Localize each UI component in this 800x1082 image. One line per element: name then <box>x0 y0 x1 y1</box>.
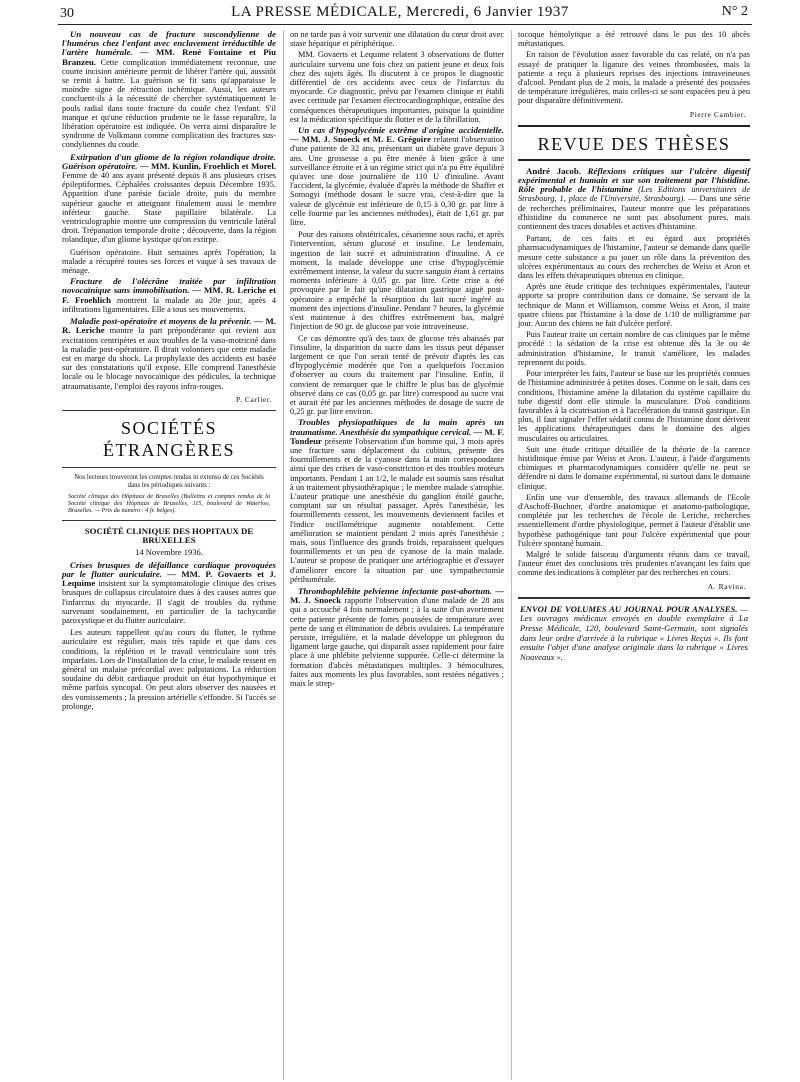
paragraph: Après une étude critique des techniques expérimentales, l'auteur apporte sa propre contribution dans ce domaine. Se servant de la technique de Mann et Williamson, comme Weiss et Aron, il traite quatre chiens par l'histamine à la dose de 1/10 de milligramme par jour. Aucun des chiens ne fait d'ulcère perforé. <box>518 282 750 329</box>
paragraph: Ce cas démontre qu'à des taux de glucose très abaissés par l'insuline, la disparition du sucre dans les tissus peut dépasser largement ce que l'on serait tenté de prévoir d'après les cas d'hypoglycémie modérée que l'on a quelquefois l'occasion d'observer au cours du traitement par l'insuline. Enfin, il convient de remarquer que le chiffre le plus bas de glycémie observé dans ce cas (0,05 gr. par litre) correspond au sucre vrai et aurait été par les anciennes méthodes de dosage de sucre de 0,25 gr. par litre environ. <box>290 333 504 417</box>
section-note: Nos lecteurs trouveront les comptes rendus in extenso de ces Sociétés dans les périodiques suivants : <box>74 473 264 489</box>
paragraph: Enfin une vue d'ensemble, des travaux allemands de l'Ecole d'Aschoff-Buchner, d'ordre anatomique et anatomo-pathologique, complétée par les recherches de l'école de Leriche, recherches essentiellement d'ordre physiologique, permet à l'auteur d'établir une hypothèse pathogénique tant pour l'ulcère expérimental que pour l'ulcère spontané humain. <box>518 492 750 548</box>
column-divider <box>283 30 284 1080</box>
paragraph: Suit une étude critique détaillée de la théorie de la carence histidinique émise par Weiss et Aron. L'auteur, à l'aide d'arguments chimiques et pharmacodynamiques considère qu'elle ne peut se défendre ni dans le domaine expérimental, ni surtout dans le domaine clinique. <box>518 444 750 491</box>
paragraph: Les auteurs rappellent qu'au cours du flutter, le rythme auriculaire est régulier, mais très rapide et que dans ces conditions, la réplétion et le travail ventriculaire sont très imparfaits. Lors de l'installation de la crise, le malade ressent en général un malaise précordial avec palpitations. La réduction soudaine du débit cardiaque produit un état hypothymique et même parfois syncopal. On peut alors observer des nausées et des vomissements ; la pression artérielle s'effondre. Si l'accès se prolonge, <box>62 628 276 711</box>
paragraph: Puis l'auteur traite un certain nombre de cas cliniques par le même procédé : la sédation de la crise est obtenue dès la 3e ou 4e administration d'histamine, le transit s'améliore, les malades reprennent du poids. <box>518 330 750 367</box>
separator <box>62 410 276 411</box>
signature: P. Carlier. <box>236 394 272 404</box>
article: André Jacob. Réflexions critiques sur l'ulcère digestif expérimental et humain et sur son traitement par l'histidine. Rôle probable de l'histamine (Les Editions universitaires de Strasbourg, 1, place de l'Université, Strasbourg). — Dans une série de recherches préliminaires, l'auteur montre que les préparations d'histidine du commerce ne sont pas absolument pures, mais contiennent des traces dosables et actives d'histamine. <box>518 165 751 232</box>
signature: Pierre Cambier. <box>689 109 746 119</box>
article: Extirpation d'un gliome de la région rolandique droite. Guérison opératoire. — MM. Kunlin, Froehlich et Morel. Femme de 40 ans ayant présenté depuis 8 ans plusieurs crises épileptiformes. Céphalées croissantes depuis Décembre 1935. Apparition d'une parésie faciale droite, puis du membre supérieur gauche et atteignant finalement aussi le membre inférieur gauche. Stase papillaire bilatérale. La ventriculographie montre une compression du ventricule latéral droit. Trépanation temporale droite ; découverte, dans la région rolandique, d'un gliome kystique qu'on extirpe. <box>62 151 276 245</box>
article: Crises brusques de défaillance cardiaque provoquées par le flutter auriculaire. — MM. P. Govaerts et J. Lequime insistent sur la symptomatologie clinique des crises brusques de collapsus circulatoire dues à des causes autres que l'infarctus du myocarde. Il s'agit de troubles du rythme survenant soudainement, en particulier de la tachycardie paroxystique et du flutter auriculaire. <box>62 559 276 625</box>
society-title: SOCIÉTÉ CLINIQUE DES HOPITAUX DE BRUXELLES <box>84 526 254 546</box>
notice: ENVOI DE VOLUMES AU JOURNAL POUR ANALYSES. — Les ouvrages médicaux envoyés en double exemplaire à La Presse Médicale, 120, boulevard Saint-Germain, sont signalés dans leur ordre d'arrivée à la rubrique « Livres Reçus ». Ils font ensuite l'objet d'une analyse originale dans la rubrique « Livres Nouveaux ». <box>520 603 748 662</box>
article: Un nouveau cas de fracture suscondylienne de l'humérus chez l'enfant avec enclavement irréductible de l'artère humérale. — MM. René Fontaine et Piu Branzeu. Cette complication immédiatement reconnue, une courte incision antérieure permit de libérer l'artère qui, aussitôt se remit à battre. La guérison se fit sans qu'apparaisse le moindre signe de rétraction ischémique. Aussi, les auteurs concluent-ils à la nécessité de chercher systématiquement le pouls radial dans toute fracture du coude chez l'enfant. S'il manque et qu'une réduction prudente ne le fasse reparaître, la libération opératoire est indiquée. On verra ainsi disparaître le syndrome de Volkmann comme complication des fractures sus-condyliennes du coude. <box>62 29 276 150</box>
paragraph: Pour interpréter les faits, l'auteur se base sur les propriétés connues de l'histamine administrée à petites doses. Comme on le sait, dans ces conditions, l'histamine amène la dilatation du système capillaire du tube digestif dont elle stimule la musculature. D'où conditions favorables à la cicatrisation et à l'accélération du transit gastrique. En plus, il faut signaler l'effet sédatif connu de l'histamine dont dérivent les applications thérapeutiques dans le domaine des algies musculaires ou articulaires. <box>518 369 750 443</box>
column-2 <box>290 30 504 691</box>
page-header <box>0 0 800 26</box>
separator <box>62 520 276 521</box>
column-3 <box>518 30 750 662</box>
signature: A. Ravina. <box>707 581 746 591</box>
session-date: 14 Novembre 1936. <box>135 546 203 557</box>
journal-title: LA PRESSE MÉDICALE, Mercredi, 6 Janvier 1937 <box>231 4 569 20</box>
paragraph: Partant, de ces faits et eu égard aux propriétés pharmacodynamiques de l'histamine, l'auteur se demande dans quelle mesure cette substance a pu jouer un rôle dans la prévention des ulcères expérimentaux au cours des recherches de Weiss et Aron et dans les effets thérapeutiques obtenus en clinique. <box>518 234 750 281</box>
paragraph: Guérison opératoire. Huit semaines après l'opération, la malade a récupéré toutes ses forces et vaque à ses travaux de ménage. <box>62 247 276 276</box>
separator <box>518 597 750 599</box>
paragraph: Pour des raisons obstétricales, césarienne sous rachi, et après l'intervention, sérum glucosé et insuline. Le lendemain, ingestion de lait sucré et administration d'insuline. A ce moment, la malade développe une crise d'hypoglycémie extrêmement intense, la valeur du sucre sanguin étant à certains moments inférieure à 0,05 gr. par litre. Cette crise a été provoquée par le fait qu'une dilatation gastrique aiguë post-opératoire a empêché la résorption du lait sucré ingéré au moment des injections d'insuline. Pendant 7 heures, la glycémie s'est maintenue à des chiffres extrêmement bas, malgré l'injection de 90 gr. de glucose par voie intraveineuse. <box>290 230 504 332</box>
paragraph: tocoque hémolytique a été retrouvé dans le pus des 10 abcès métastatiques. <box>518 30 750 49</box>
article: Maladie post-opératoire et moyens de la prévenir. — M. R. Leriche montre la part prépondérante qui revient aux excitations centripètes et aux troubles de la vaso-motricité dans la maladie post-opératoire. Il dirait volontiers que cette maladie est en marge du shock. La prophylaxie des accidents est basée sur des constatations qu'il expose. Elle comprend l'anesthésie locale ou le blocage novocaïnique des pédicules, la technique atraumatisante, l'emploi des rayons infra-rouges. <box>62 316 277 391</box>
article: Thrombophlébite pelvienne infectante post-abortum. — M. J. Snoeck rapporte l'observation d'une malade de 28 ans qui a accouché 4 fois normalement ; à la suite d'un avortement cette patiente présente de fortes poussées de température avec perte de sang et élimination de débris ovulaires. La température persiste, irrégulière, et la malade développe un phlegmon du ligament large gauche, qui disparaît assez rapidement pour faire place à une phlébite pelvienne suppurée. Celle-ci détermine la formation d'abcès métastatiques multiples. 3 hémocultures, faites aux moments les plus favorables, sont restées négatives ; mais le strep- <box>290 585 505 689</box>
header-rule <box>58 24 752 25</box>
article: Fracture de l'olécrâne traitée par infiltration novocaïnique sans immobilisation. — MM. R. Leriche et F. Froehlich montrent la malade au 20e jour, après 4 infiltrations ligamentaires. Elle a tous ses mouvements. <box>62 276 276 314</box>
periodical-reference: Société clinique des Hôpitaux de Bruxelles (Bulletins et comptes rendus de la Société clinique des Hôpitaux de Bruxelles, 115, boulevard de Waterloo, Bruxelles. — Prix du numéro : 4 fr. belges). <box>68 493 270 515</box>
article: Un cas d'hypoglycémie extrême d'origine accidentelle. — MM. J. Snoeck et M. E. Grégoire relatent l'observation d'une patiente de 32 ans, présentant un diabète grave depuis 3 ans. Une grossesse a pu être menée à bien grâce à une surveillance étroite et à un régime strict qui n'a pu être équilibré qu'avec une dose journalière de 110 U d'insuline. Avant l'accident, la glycémie, évaluée d'après la méthode de Shaffer et Somogyi (méthode dosant le sucre vrai, c'est-à-dire que la valeur de glycémie est inférieure de 0,15 à 0,30 gr. par litre à celle fournie par les anciennes méthodes), était de 1,61 gr. par litre. <box>290 125 504 228</box>
paragraph: MM. Govaerts et Lequime relatent 3 observations de flutter auriculaire survenu une fois chez un patient jeune et deux fois chez des sujets âgés. Ils discutent à ce propos le diagnostic différentiel de ces accidents avec ceux de l'infarctus du myocarde. Ce diagnostic, prévu par l'examen clinique et établi avec certitude par l'examen électrocardiographique, entraîne des conséquences thérapeutiques importantes, puisque la quinidine est la médication spécifique du flutter et de la fibrillation. <box>290 50 504 124</box>
article: Troubles physiopathiques de la main après un traumatisme. Anesthésie du sympathique cervical. — M. F. Tondeur présente l'observation d'un homme qui, 3 mois après une fracture sans déplacement du cubitus, présente des fourmillements et de la cyanose dans la main correspondante ainsi que des crises de vaso-constriction et des troubles moteurs importants. Pendant 1 an 1/2, le malade est soumis sans résultat à un traitement physiothérapique ; le membre malade s'atrophie. L'auteur pratique une anesthésie du ganglion étoilé gauche, comptant sur un résultat passager. Après l'anesthésie, les fourmillements cessent, les mouvements deviennent faciles et l'indice oscillométrique augmente notablement. Cette amélioration se maintient pendant 2 mois après l'anesthésie ; mais, sous l'influence des grands froids, reparaissent quelques fourmillements et un peu de cyanose de la main malade. L'auteur se propose de pratiquer une artériographie et d'essayer d'améliorer encore la situation par une sympathectomie périhumérale. <box>290 417 504 584</box>
column-1 <box>62 30 276 713</box>
page-number: 30 <box>60 6 74 21</box>
section-heading: SOCIÉTÉS ÉTRANGÈRES <box>103 417 235 460</box>
paragraph: on ne tarde pas à voir survenir une dilatation du cœur droit avec stase hépatique et périphérique. <box>290 30 504 49</box>
section-heading-box <box>518 125 750 161</box>
paragraph: En raison de l'évolution assez favorable du cas relaté, on n'a pas essayé de pratiquer la ligature des veines thrombosées, mais la patiente a reçu à plusieurs reprises des injections intraveineuses d'alcool. Pendant plus de 2 mois, la malade a présenté des poussées de température irrégulières, mais celles-ci se sont espacées peu à peu pour disparaître définitivement. <box>518 50 750 106</box>
issue-number: N° 2 <box>721 4 748 19</box>
paragraph: Malgré le solide faisceau d'arguments réunis dans ce travail, l'auteur émet des conclusions très prudentes n'avançant les faits que comme des indications à compléter par des recherches en cours. <box>518 549 750 578</box>
column-divider <box>511 30 512 1080</box>
separator <box>62 467 276 468</box>
section-heading: REVUE DES THÈSES <box>537 133 731 154</box>
